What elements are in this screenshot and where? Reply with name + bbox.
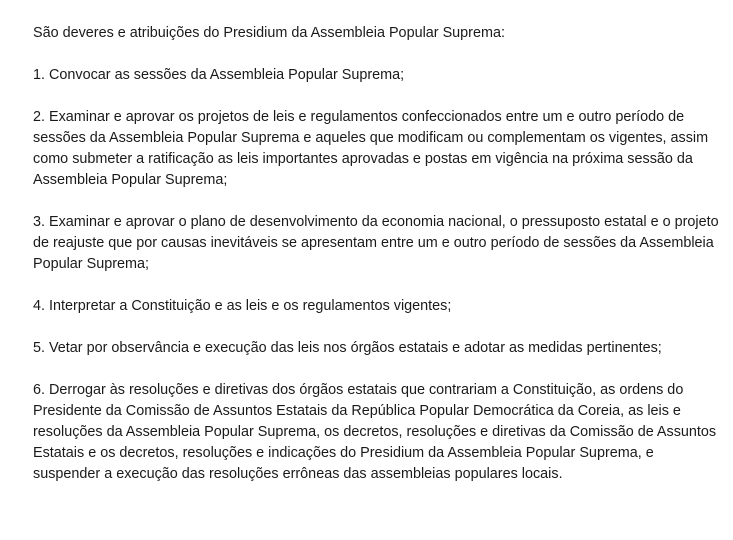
list-item-2: 2. Examinar e aprovar os projetos de leis e regulamentos confeccionados entre um e outro período de sessões da Assembleia Popular Suprema e aqueles que modificam ou complementam os vigentes, assim como submeter a ratificação as leis importantes aprovadas e postas em vigência na próxima sessão da Assembleia Popular Suprema; bbox=[33, 109, 709, 188]
intro-paragraph: São deveres e atribuições do Presidium da Assembleia Popular Suprema: bbox=[33, 25, 505, 41]
document-body bbox=[33, 23, 723, 485]
list-item-4: 4. Interpretar a Constituição e as leis e os regulamentos vigentes; bbox=[33, 298, 452, 314]
list-item-6: 6. Derrogar às resoluções e diretivas dos órgãos estatais que contrariam a Constituição, as ordens do Presidente da Comissão de Assuntos Estatais da República Popular Democrática da Coreia, as leis e resoluções da Assembleia Popular Suprema, os decretos, resoluções e diretivas da Comissão de Assuntos Estatais e os decretos, resoluções e indicações do Presidium da Assembleia Popular Suprema, e suspender a execução das resoluções errôneas das assembleias populares locais. bbox=[33, 382, 717, 482]
list-item-3: 3. Examinar e aprovar o plano de desenvolvimento da economia nacional, o pressuposto estatal e o projeto de reajuste que por causas inevitáveis se apresentam entre um e outro período de sessões da Assembleia Popular Suprema; bbox=[33, 214, 719, 272]
list-item-5: 5. Vetar por observância e execução das leis nos órgãos estatais e adotar as medidas pertinentes; bbox=[33, 340, 662, 356]
list-item-1: 1. Convocar as sessões da Assembleia Popular Suprema; bbox=[33, 67, 405, 83]
